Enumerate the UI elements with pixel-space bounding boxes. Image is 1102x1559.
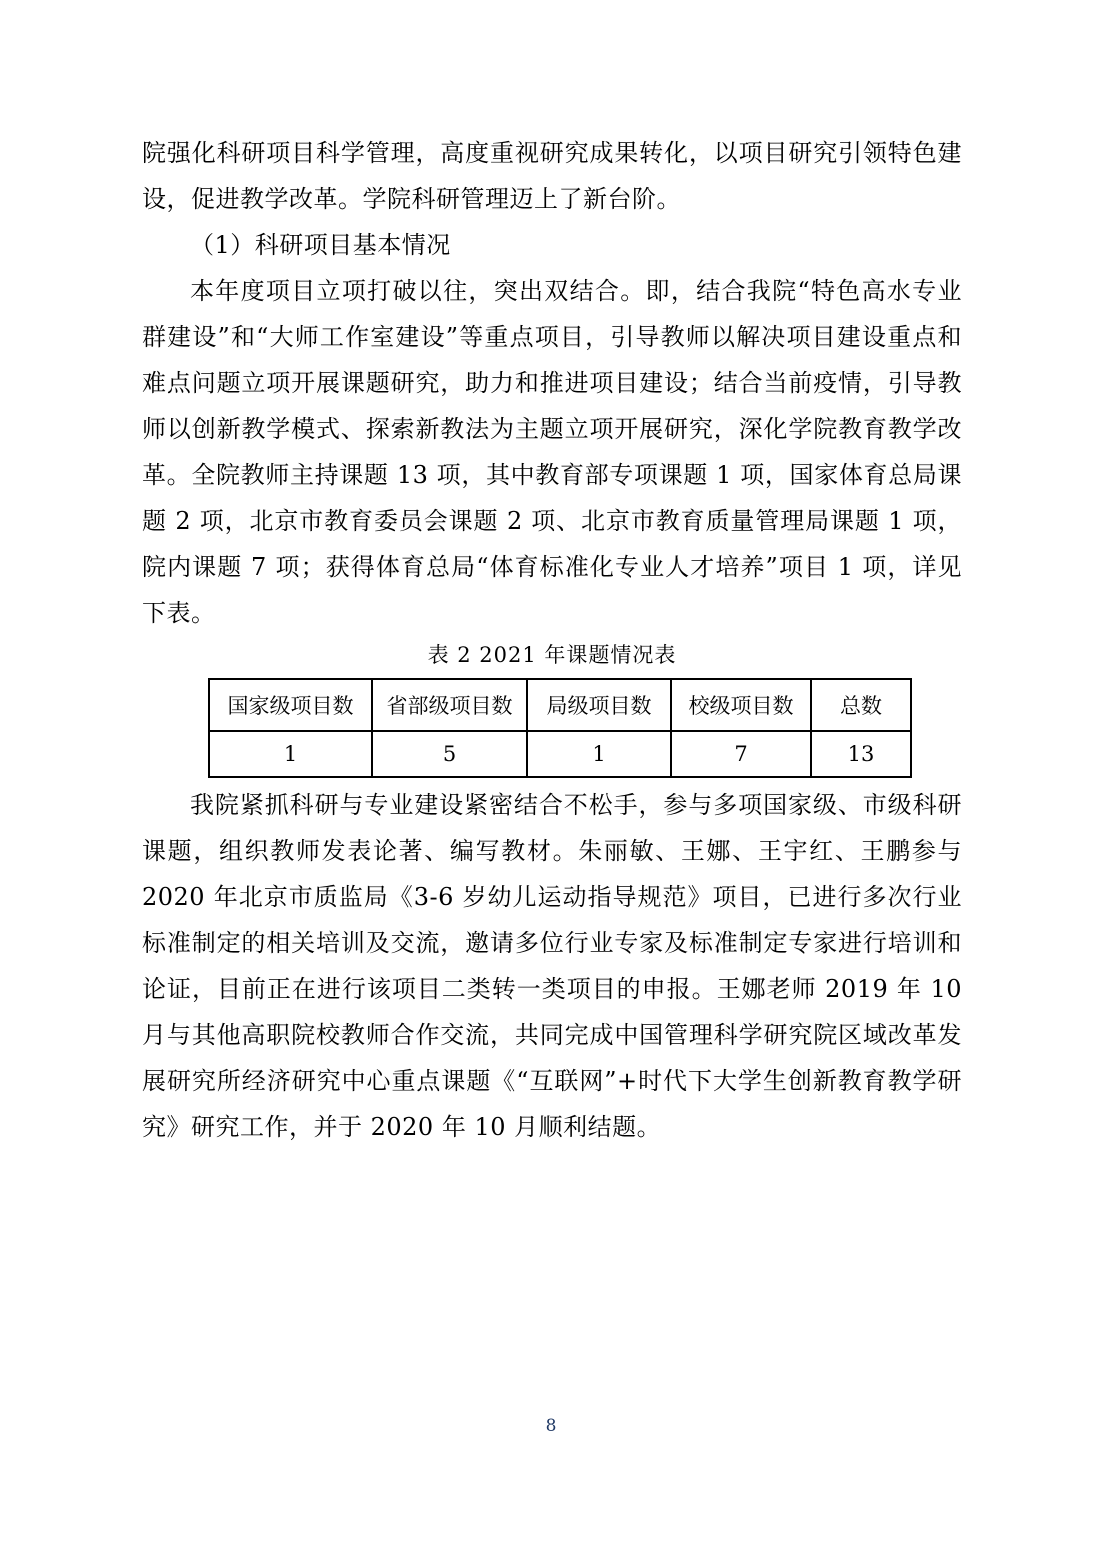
table-value-bureau: 1 (527, 731, 671, 777)
table-header-row (209, 679, 911, 731)
table-header-bureau: 局级项目数 (527, 679, 671, 731)
table-header-national: 国家级项目数 (209, 679, 372, 731)
table-caption: 表 2 2021 年课题情况表 (427, 643, 677, 667)
table-value-row (209, 731, 911, 777)
table-value-total: 13 (811, 731, 911, 777)
table-value-provincial: 5 (372, 731, 527, 777)
projects-table (208, 678, 912, 778)
table-value-national: 1 (209, 731, 372, 777)
table-value-school: 7 (671, 731, 811, 777)
paragraph-research-cooperation: 我院紧抓科研与专业建设紧密结合不松手，参与多项国家级、市级科研课题，组织教师发表论著、编写教材。朱丽敏、王娜、王宇红、王鹏参与 2020 年北京市质监局《3-6 岁幼儿运动指导规范》项目，已进行多次行业标准制定的相关培训及交流，邀请多位行业专家及标准制定专家进行培训和论证，目前正在进行该项目二类转一类项目的申报。王娜老师 2019 年 10 月与其他高职院校教师合作交流，共同完成中国管理科学研究院区域改革发展研究所经济研究中心重点课题《“互联网”+时代下大学生创新教育教学研究》研究工作，并于 2020 年 10 月顺利结题。 (142, 791, 962, 1141)
section-heading: （1）科研项目基本情况 (190, 231, 451, 259)
table-header-school: 校级项目数 (671, 679, 811, 731)
document-body (142, 130, 962, 1150)
paragraph-continuation: 院强化科研项目科学管理，高度重视研究成果转化，以项目研究引领特色建设，促进教学改革。学院科研管理迈上了新台阶。 (142, 139, 962, 213)
table-header-total: 总数 (811, 679, 911, 731)
paragraph-projects-overview: 本年度项目立项打破以往，突出双结合。即，结合我院“特色高水专业群建设”和“大师工作室建设”等重点项目，引导教师以解决项目建设重点和难点问题立项开展课题研究，助力和推进项目建设；结合当前疫情，引导教师以创新教学模式、探索新教法为主题立项开展研究，深化学院教育教学改革。全院教师主持课题 13 项，其中教育部专项课题 1 项，国家体育总局课题 2 项，北京市教育委员会课题 2 项、北京市教育质量管理局课题 1 项，院内课题 7 项；获得体育总局“体育标准化专业人才培养”项目 1 项，详见下表。 (142, 277, 962, 627)
table-header-provincial: 省部级项目数 (372, 679, 527, 731)
page-number: 8 (545, 1416, 557, 1436)
